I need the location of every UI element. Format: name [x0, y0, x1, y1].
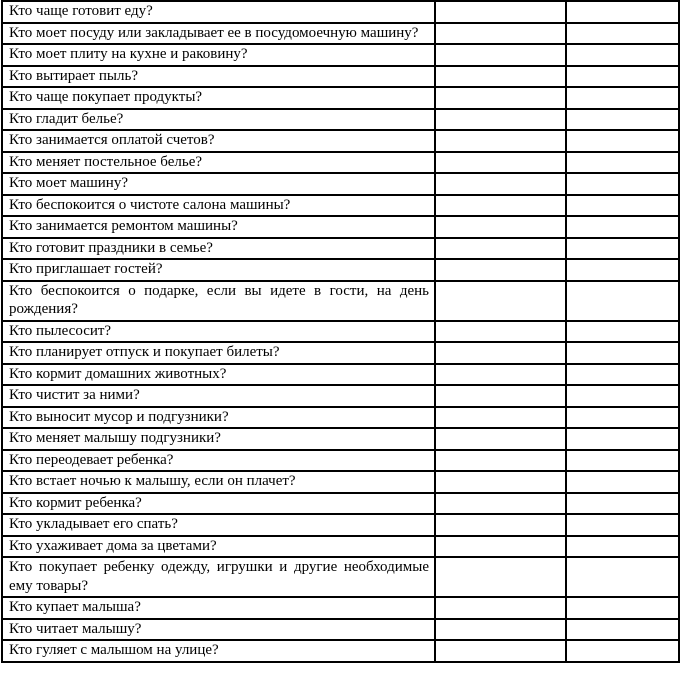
- answer-cell-2[interactable]: [566, 407, 679, 429]
- answer-cell-1[interactable]: [435, 87, 566, 109]
- table-row: [2, 619, 679, 641]
- answer-cell-1[interactable]: [435, 557, 566, 597]
- question-text: Кто готовит праздники в семье?: [9, 239, 213, 256]
- answer-cell-2[interactable]: [566, 259, 679, 281]
- table-row: [2, 23, 679, 45]
- answer-cell-1[interactable]: [435, 44, 566, 66]
- table-row: [2, 173, 679, 195]
- question-text: Кто планирует отпуск и покупает билеты?: [9, 344, 280, 360]
- question-text: Кто меняет малышу подгузники?: [9, 430, 221, 446]
- question-text: Кто выносит мусор и подгузники?: [9, 408, 229, 425]
- table-row: [2, 109, 679, 131]
- answer-cell-1[interactable]: [435, 23, 566, 45]
- answer-cell-1[interactable]: [435, 130, 566, 152]
- question-cell: [2, 87, 435, 109]
- answer-cell-1[interactable]: [435, 281, 566, 321]
- answer-cell-1[interactable]: [435, 66, 566, 88]
- answer-cell-1[interactable]: [435, 471, 566, 493]
- question-cell: [2, 195, 435, 217]
- question-text: Кто читает малышу?: [9, 620, 142, 637]
- answer-cell-1[interactable]: [435, 109, 566, 131]
- answer-cell-1[interactable]: [435, 428, 566, 450]
- question-text: Кто моет машину?: [9, 175, 128, 191]
- answer-cell-1[interactable]: [435, 536, 566, 558]
- answer-cell-1[interactable]: [435, 385, 566, 407]
- table-row: [2, 493, 679, 515]
- answer-cell-2[interactable]: [566, 450, 679, 472]
- answer-cell-1[interactable]: [435, 493, 566, 515]
- question-cell: [2, 66, 435, 88]
- question-cell: [2, 216, 435, 238]
- question-cell: [2, 407, 435, 429]
- answer-cell-2[interactable]: [566, 536, 679, 558]
- answer-cell-2[interactable]: [566, 1, 679, 23]
- answer-cell-2[interactable]: [566, 364, 679, 386]
- answer-cell-2[interactable]: [566, 195, 679, 217]
- table-row: [2, 152, 679, 174]
- question-cell: [2, 364, 435, 386]
- question-text: Кто гуляет с малышом на улице?: [9, 642, 219, 658]
- question-text: Кто меняет постельное белье?: [9, 153, 203, 170]
- answer-cell-2[interactable]: [566, 597, 679, 619]
- table-row: [2, 557, 679, 597]
- question-text: Кто гладит белье?: [9, 110, 124, 127]
- table-row: [2, 1, 679, 23]
- answer-cell-1[interactable]: [435, 597, 566, 619]
- answer-cell-1[interactable]: [435, 640, 566, 662]
- question-text: Кто беспокоится о подарке, если вы идете в гости, на день рождения?: [9, 282, 429, 317]
- question-cell: [2, 536, 435, 558]
- table-row: [2, 450, 679, 472]
- answer-cell-1[interactable]: [435, 450, 566, 472]
- answer-cell-1[interactable]: [435, 152, 566, 174]
- table-row: [2, 281, 679, 321]
- answer-cell-1[interactable]: [435, 619, 566, 641]
- table-row: [2, 364, 679, 386]
- question-text: Кто купает малыша?: [9, 599, 141, 615]
- answer-cell-2[interactable]: [566, 87, 679, 109]
- question-text: Кто беспокоится о чистоте салона машины?: [9, 196, 291, 213]
- table-row: [2, 259, 679, 281]
- question-cell: [2, 321, 435, 343]
- table-row: [2, 471, 679, 493]
- question-text: Кто встает ночью к малышу, если он плачет?: [9, 473, 296, 489]
- table-row: [2, 428, 679, 450]
- answer-cell-2[interactable]: [566, 342, 679, 364]
- answer-cell-1[interactable]: [435, 321, 566, 343]
- answer-cell-2[interactable]: [566, 173, 679, 195]
- answer-cell-1[interactable]: [435, 514, 566, 536]
- question-text: Кто укладывает его спать?: [9, 516, 178, 532]
- question-cell: [2, 493, 435, 515]
- table-row: [2, 342, 679, 364]
- table-row: [2, 385, 679, 407]
- question-text: Кто приглашает гостей?: [9, 261, 163, 277]
- question-cell: [2, 1, 435, 23]
- answer-cell-1[interactable]: [435, 364, 566, 386]
- answer-cell-1[interactable]: [435, 173, 566, 195]
- answer-cell-2[interactable]: [566, 385, 679, 407]
- answer-cell-1[interactable]: [435, 195, 566, 217]
- question-cell: [2, 471, 435, 493]
- question-cell: [2, 152, 435, 174]
- answer-cell-2[interactable]: [566, 619, 679, 641]
- answer-cell-1[interactable]: [435, 238, 566, 260]
- answer-cell-2[interactable]: [566, 514, 679, 536]
- question-cell: [2, 640, 435, 662]
- question-text: Кто вытирает пыль?: [9, 67, 138, 84]
- answer-cell-2[interactable]: [566, 281, 679, 321]
- table-row: [2, 597, 679, 619]
- answer-cell-1[interactable]: [435, 216, 566, 238]
- question-cell: [2, 619, 435, 641]
- question-text: Кто занимается ремонтом машины?: [9, 218, 238, 234]
- table-body: [2, 1, 679, 662]
- questionnaire-table: [1, 0, 680, 663]
- question-cell: [2, 44, 435, 66]
- question-text: Кто переодевает ребенка?: [9, 451, 174, 468]
- answer-cell-2[interactable]: [566, 66, 679, 88]
- answer-cell-2[interactable]: [566, 640, 679, 662]
- answer-cell-2[interactable]: [566, 216, 679, 238]
- question-cell: [2, 173, 435, 195]
- question-text: Кто покупает ребенку одежду, игрушки и другие необходимые ему товары?: [9, 559, 429, 594]
- answer-cell-1[interactable]: [435, 342, 566, 364]
- question-cell: [2, 342, 435, 364]
- answer-cell-2[interactable]: [566, 493, 679, 515]
- answer-cell-2[interactable]: [566, 44, 679, 66]
- answer-cell-1[interactable]: [435, 1, 566, 23]
- question-cell: [2, 514, 435, 536]
- question-cell: [2, 281, 435, 321]
- answer-cell-1[interactable]: [435, 407, 566, 429]
- question-text: Кто кормит ребенка?: [9, 494, 142, 511]
- question-text: Кто моет посуду или закладывает ее в посудомоечную машину?: [9, 24, 419, 41]
- table-row: [2, 44, 679, 66]
- question-cell: [2, 597, 435, 619]
- question-text: Кто занимается оплатой счетов?: [9, 132, 215, 148]
- answer-cell-2[interactable]: [566, 109, 679, 131]
- answer-cell-2[interactable]: [566, 557, 679, 597]
- table-row: [2, 407, 679, 429]
- question-text: Кто чаще готовит еду?: [9, 3, 153, 19]
- table-row: [2, 238, 679, 260]
- question-cell: [2, 238, 435, 260]
- question-cell: [2, 557, 435, 597]
- table-row: [2, 130, 679, 152]
- question-text: Кто ухаживает дома за цветами?: [9, 537, 217, 554]
- table-row: [2, 514, 679, 536]
- answer-cell-2[interactable]: [566, 23, 679, 45]
- answer-cell-2[interactable]: [566, 238, 679, 260]
- answer-cell-1[interactable]: [435, 259, 566, 281]
- question-text: Кто моет плиту на кухне и раковину?: [9, 46, 248, 62]
- question-text: Кто кормит домашних животных?: [9, 365, 227, 382]
- answer-cell-2[interactable]: [566, 321, 679, 343]
- question-cell: [2, 109, 435, 131]
- question-cell: [2, 23, 435, 45]
- question-cell: [2, 428, 435, 450]
- table-row: [2, 195, 679, 217]
- table-row: [2, 640, 679, 662]
- table-row: [2, 66, 679, 88]
- table-row: [2, 321, 679, 343]
- answer-cell-2[interactable]: [566, 152, 679, 174]
- answer-cell-2[interactable]: [566, 471, 679, 493]
- question-text: Кто чистит за ними?: [9, 387, 140, 403]
- answer-cell-2[interactable]: [566, 130, 679, 152]
- question-text: Кто чаще покупает продукты?: [9, 89, 203, 105]
- table-row: [2, 216, 679, 238]
- answer-cell-2[interactable]: [566, 428, 679, 450]
- question-text: Кто пылесосит?: [9, 322, 112, 339]
- question-cell: [2, 385, 435, 407]
- table-row: [2, 87, 679, 109]
- question-cell: [2, 450, 435, 472]
- question-cell: [2, 259, 435, 281]
- table-row: [2, 536, 679, 558]
- question-cell: [2, 130, 435, 152]
